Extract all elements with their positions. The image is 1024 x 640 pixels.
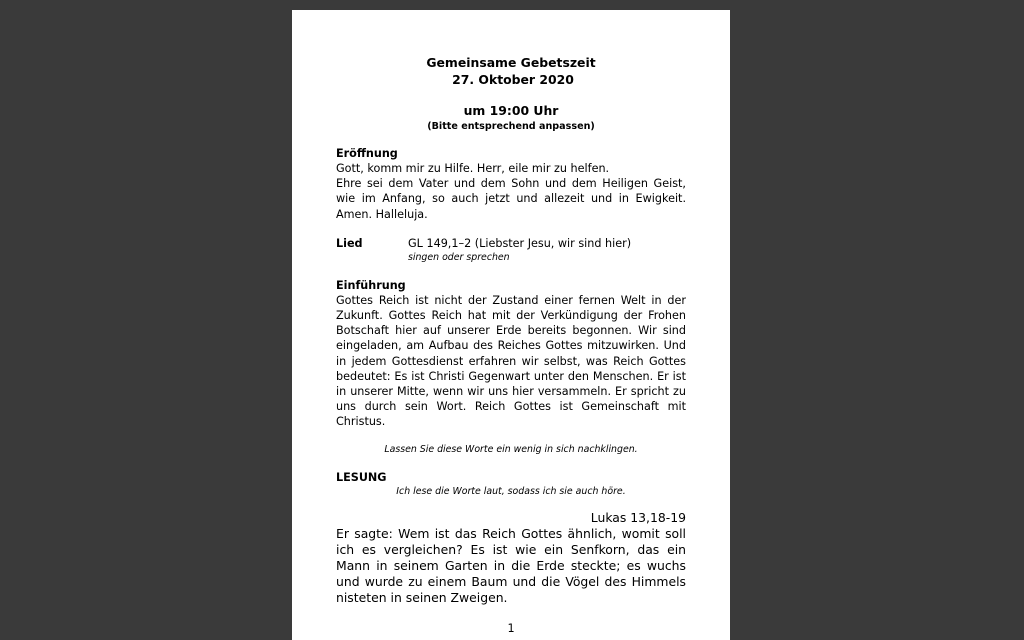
introduction-text: Gottes Reich ist nicht der Zustand einer fernen Welt in der Zukunft. Gottes Reich hat mit der Verkündigung der Frohen Botschaft hier auf unserer Erde bereits begonnen. Wir sind eingeladen, am Aufbau des Reiches Gottes mitzuwirken. Und in jedem Gottesdienst erfahren wir selbst, was Reich Gottes bedeutet: Es ist Christi Gegenwart unter den Menschen. Er ist in unserer Mitte, wenn wir uns hier versammeln. Er spricht zu uns durch sein Wort. Reich Gottes ist Gemeinschaft mit Christus. (336, 293, 686, 429)
document-page (292, 10, 730, 640)
reflection-instruction: Lassen Sie diese Worte ein wenig in sich nachklingen. (384, 443, 638, 455)
reading-heading: LESUNG (336, 470, 387, 484)
time-block (336, 102, 686, 133)
opening-line-1: Gott, komm mir zu Hilfe. Herr, eile mir zu helfen. (336, 162, 610, 175)
title-block (336, 54, 686, 88)
opening-line-2: Ehre sei dem Vater und dem Sohn und dem Heiligen Geist, wie im Anfang, so auch jetzt und allezeit und in Ewigkeit. Amen. Halleluja. (336, 177, 686, 221)
hymn-text: GL 149,1–2 (Liebster Jesu, wir sind hier) (408, 236, 632, 250)
hymn-label: Lied (336, 236, 363, 250)
introduction-section (336, 279, 686, 430)
reading-hint: Ich lese die Worte laut, sodass ich sie auch höre. (396, 485, 626, 497)
hymn-section (336, 236, 686, 265)
reading-reference: Lukas 13,18-19 (590, 509, 686, 525)
hymn-hint: singen oder sprechen (408, 251, 510, 263)
reading-section (336, 471, 686, 607)
page-number: 1 (507, 622, 515, 635)
reading-text: Er sagte: Wem ist das Reich Gottes ähnlich, womit soll ich es vergleichen? Es ist wie ein Senfkorn, das ein Mann in seinem Garten in die Erde steckte; es wuchs und wurde zu einem Baum und die Vögel des Himmels nisteten in seinen Zweigen. (336, 525, 686, 606)
opening-section (336, 147, 686, 222)
time-note: (Bitte entsprechend anpassen) (427, 121, 595, 132)
document-title: Gemeinsame Gebetszeit (426, 55, 596, 70)
document-date: 27. Oktober 2020 (452, 72, 574, 87)
document-time: um 19:00 Uhr (463, 103, 559, 118)
opening-heading: Eröffnung (336, 147, 398, 160)
hymn-details (408, 236, 686, 265)
introduction-heading: Einführung (336, 278, 406, 292)
